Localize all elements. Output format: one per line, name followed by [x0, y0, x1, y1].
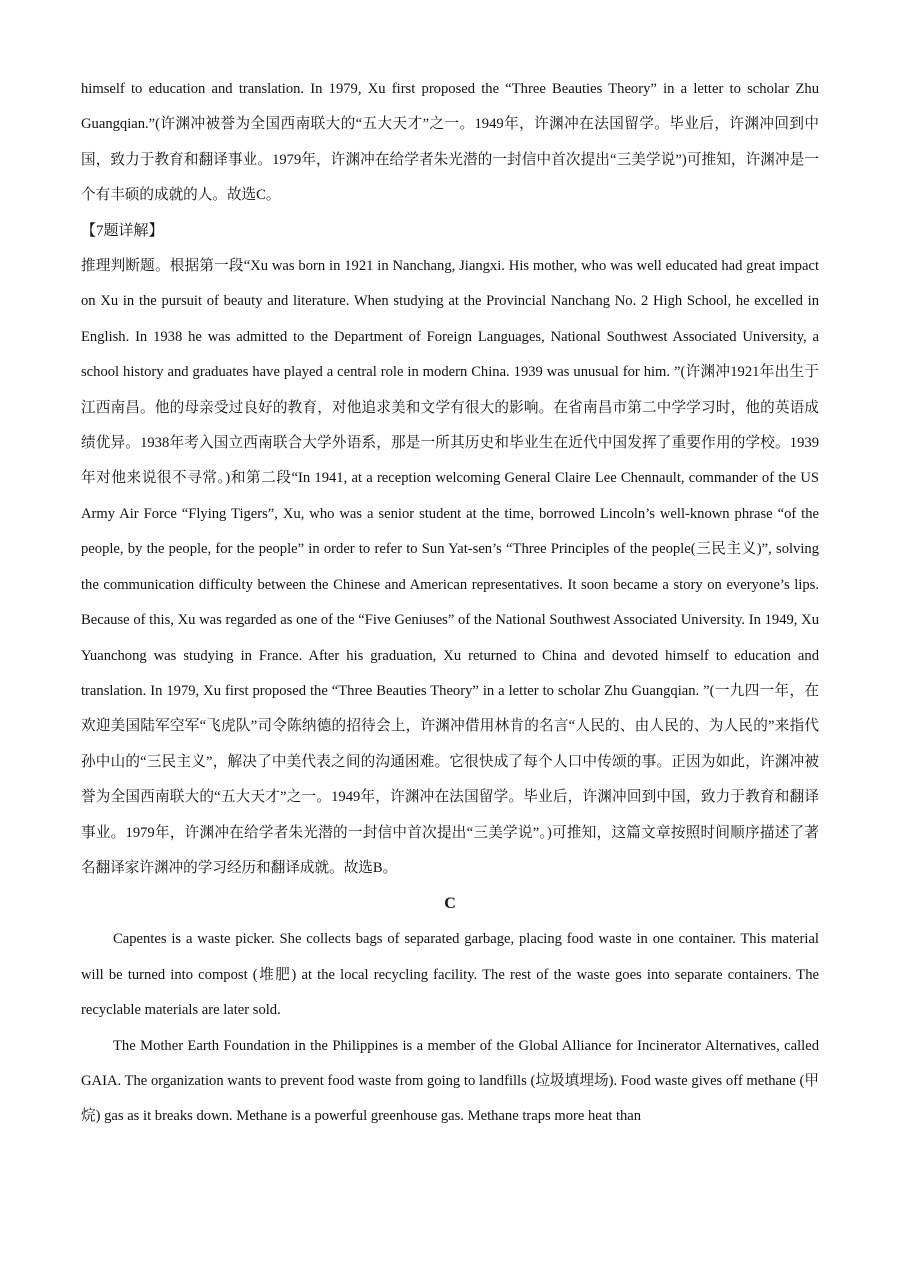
- paragraph-q6-explanation-end: himself to education and translation. In 1979, Xu first proposed the “Three Beauties Theory” in a letter to scholar Zhu Guangqian.”(许渊冲被誉为全国西南联大的“五大天才”之一。1949年，许渊冲在法国留学。毕业后，许渊冲回到中国，致力于教育和翻译事业。1979年，许渊冲在给学者朱光潜的一封信中首次提出“三美学说”)可推知，许渊冲是一个有丰硕的成就的人。故选C。: [81, 81, 819, 204]
- section-c-heading: C: [444, 895, 456, 913]
- passage-c-paragraph-2: The Mother Earth Foundation in the Philippines is a member of the Global Alliance for Incinerator Alternatives, called GAIA. The organization wants to prevent food waste from going to landfills (垃圾填埋场). Food waste gives off methane (甲烷) gas as it breaks down. Methane is a powerful greenhouse gas. Methane traps more heat than: [81, 1037, 819, 1125]
- paragraph-q7-explanation: 推理判断题。根据第一段“Xu was born in 1921 in Nanchang, Jiangxi. His mother, who was well educated had great impact on Xu in the pursuit of beauty and literature. When studying at the Provincial Nanchang No. 2 High School, he excelled in English. In 1938 he was admitted to the Department of Foreign Languages, National Southwest Associated University, a school history and graduates have played a central role in modern China. 1939 was unusual for him. ”(许渊冲1921年出生于江西南昌。他的母亲受过良好的教育，对他追求美和文学有很大的影响。在省南昌市第二中学学习时，他的英语成绩优异。1938年考入国立西南联合大学外语系，那是一所其历史和毕业生在近代中国发挥了重要作用的学校。1939年对他来说很不寻常。)和第二段“In 1941, at a reception welcoming General Claire Lee Chennault, commander of the US Army Air Force “Flying Tigers”, Xu, who was a senior student at the time, borrowed Lincoln’s well-known phrase “of the people, by the people, for the people” in order to refer to Sun Yat-sen’s “Three Principles of the people(三民主义)”, solving the communication difficulty between the Chinese and American representatives. It soon became a story on everyone’s lips. Because of this, Xu was regarded as one of the “Five Geniuses” of the National Southwest Associated University. In 1949, Xu Yuanchong was studying in France. After his graduation, Xu returned to China and devoted himself to education and translation. In 1979, Xu first proposed the “Three Beauties Theory” in a letter to scholar Zhu Guangqian. ”(一九四一年，在欢迎美国陆军空军“飞虎队”司令陈纳德的招待会上，许渊冲借用林肯的名言“人民的、由人民的、为人民的”来指代孙中山的“三民主义”，解决了中美代表之间的沟通困难。它很快成了每个人口中传颂的事。正因为如此，许渊冲被誉为全国西南联大的“五大天才”之一。1949年，许渊冲在法国留学。毕业后，许渊冲回到中国，致力于教育和翻译事业。1979年，许渊冲在给学者朱光潜的一封信中首次提出“三美学说”。)可推知，这篇文章按照时间顺序描述了著名翻译家许渊冲的学习经历和翻译成就。故选B。: [81, 258, 819, 876]
- question-7-heading: 【7题详解】: [81, 222, 164, 239]
- document-page: [81, 72, 819, 1262]
- passage-c-paragraph-1: Capentes is a waste picker. She collects bags of separated garbage, placing food waste in one container. This material will be turned into compost (堆肥) at the local recycling facility. The rest of the waste goes into separate containers. The recyclable materials are later sold.: [81, 931, 819, 1019]
